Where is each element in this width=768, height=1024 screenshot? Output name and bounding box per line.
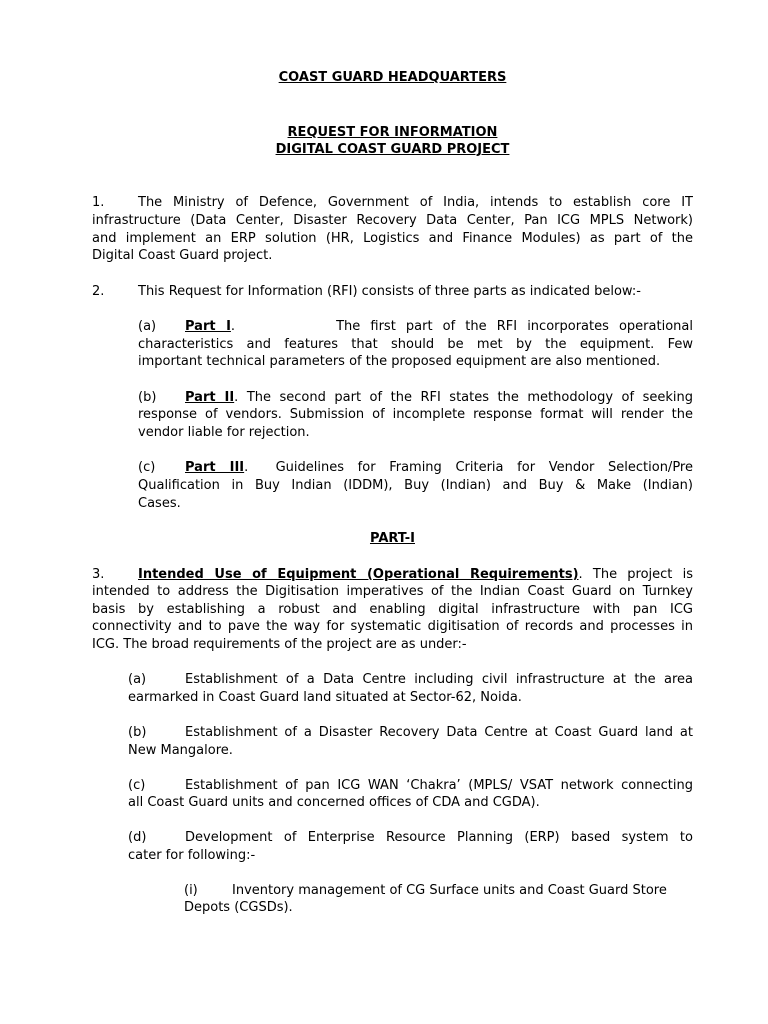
req-d-i-line1	[184, 882, 693, 900]
req-a-line2: earmarked in Coast Guard land situated at Sector-62, Noida.	[128, 690, 522, 705]
project-title: DIGITAL COAST GUARD PROJECT	[275, 142, 510, 157]
para1-text: The Ministry of Defence, Government of India, intends to establish core IT	[138, 195, 693, 210]
para3-line4: connectivity and to pave the way for systematic digitisation of records and processes in	[92, 619, 693, 634]
part3-item-text: Guidelines for Framing Criteria for Vendor Selection/Pre	[275, 460, 693, 475]
part2-item-line2: response of vendors. Submission of incomplete response format will render the	[138, 407, 693, 422]
req-a-text: Establishment of a Data Centre including civil infrastructure at the area	[185, 672, 693, 687]
part2-item-line3: vendor liable for rejection.	[138, 425, 310, 440]
para3-number: 3.	[92, 567, 105, 582]
part3-item-line1: (c) Part III. Guidelines for Framing Criteria for Vendor Selection/Pre	[138, 460, 693, 475]
part3-item-title: Part III	[185, 460, 245, 475]
req-d-i-line2: Depots (CGSDs).	[184, 900, 293, 915]
req-d-line2: cater for following:-	[128, 848, 256, 863]
para3-line1	[92, 566, 693, 584]
org-heading: COAST GUARD HEADQUARTERS	[278, 70, 507, 85]
part3-item-line3: Cases.	[138, 496, 181, 511]
para1-line4: Digital Coast Guard project.	[92, 248, 273, 263]
part2-item-title: Part II	[185, 390, 235, 405]
req-b-text: Establishment of a Disaster Recovery Data Centre at Coast Guard land at	[185, 725, 693, 740]
req-b-line2: New Mangalore.	[128, 743, 233, 758]
part2-item-line1	[138, 389, 693, 407]
para3-heading: Intended Use of Equipment (Operational Requirements)	[138, 567, 579, 582]
para1-line1	[92, 194, 693, 212]
para3-text-start: . The project is	[578, 567, 693, 582]
para1-line2: infrastructure (Data Center, Disaster Recovery Data Center, Pan ICG MPLS Network)	[92, 213, 693, 228]
req-d-text: Development of Enterprise Resource Planning (ERP) based system to	[185, 830, 693, 845]
part1-item-line1: (a) Part I. The first part of the RFI incorporates operational	[138, 319, 693, 334]
req-b-label: (b)	[128, 725, 147, 740]
req-c-line2: all Coast Guard units and concerned offices of CDA and CGDA).	[128, 795, 540, 810]
para2-text: This Request for Information (RFI) consists of three parts as indicated below:-	[138, 284, 641, 299]
para3-line5: ICG. The broad requirements of the project are as under:-	[92, 637, 467, 652]
part1-item-line3: important technical parameters of the proposed equipment are also mentioned.	[138, 354, 661, 369]
req-a-line1	[128, 671, 693, 689]
part2-item-label: (b)	[138, 390, 157, 405]
part2-item-text: . The second part of the RFI states the methodology of seeking	[234, 390, 694, 405]
para1-line3: and implement an ERP solution (HR, Logistics and Finance Modules) as part of the	[92, 231, 693, 246]
para3-line3: basis by establishing a robust and enabling digital infrastructure with pan ICG	[92, 602, 693, 617]
rfi-title: REQUEST FOR INFORMATION	[287, 125, 498, 140]
part1-item-title: Part I	[185, 319, 231, 334]
req-c-label: (c)	[128, 778, 146, 793]
part3-item-label: (c)	[138, 460, 156, 475]
part1-item-line2: characteristics and features that should be met by the equipment. Few	[138, 337, 693, 352]
para2-line	[92, 283, 693, 301]
req-d-i-label: (i)	[184, 883, 198, 898]
req-b-line1	[128, 724, 693, 742]
para1-number: 1.	[92, 195, 105, 210]
part-i-heading: PART-I	[369, 531, 415, 546]
req-c-line1	[128, 777, 693, 795]
part1-item-label: (a)	[138, 319, 157, 334]
para2-number: 2.	[92, 284, 105, 299]
part3-item-line2: Qualification in Buy Indian (IDDM), Buy (Indian) and Buy & Make (Indian)	[138, 478, 693, 493]
part1-item-text: The first part of the RFI incorporates operational	[336, 319, 693, 334]
req-d-line1	[128, 829, 693, 847]
req-d-label: (d)	[128, 830, 147, 845]
para3-line2: intended to address the Digitisation imperatives of the Indian Coast Guard on Turnkey	[92, 584, 693, 599]
req-a-label: (a)	[128, 672, 147, 687]
req-d-i-text: Inventory management of CG Surface units and Coast Guard Store	[232, 883, 667, 898]
req-c-text: Establishment of pan ICG WAN ‘Chakra’ (MPLS/ VSAT network connecting	[185, 778, 693, 793]
